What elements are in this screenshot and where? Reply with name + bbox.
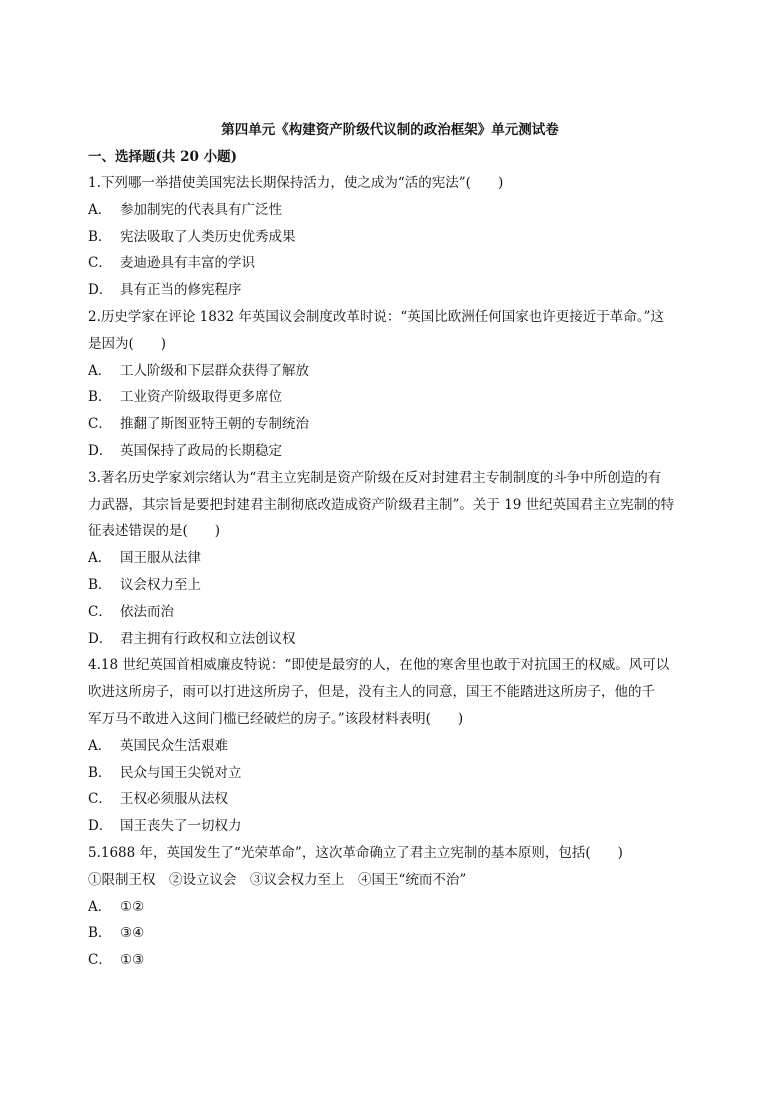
option-text: 具有正当的修宪程序	[120, 282, 242, 299]
question-text-line: 2.历史学家在评论 1832 年英国议会制度改革时说：“英国比欧洲任何国家也许更接近于革命。”这	[88, 308, 664, 325]
option-label: A．	[88, 201, 112, 218]
option-text: 民众与国王尖锐对立	[120, 764, 242, 781]
option-text: 工人阶级和下层群众获得了解放	[120, 362, 309, 379]
option-text: 国王丧失了一切权力	[120, 818, 242, 835]
option-label: C．	[88, 952, 112, 969]
option-label: A．	[88, 362, 112, 379]
option-text: ①②	[120, 898, 145, 915]
answer-option	[88, 277, 698, 304]
question-text-line: 军万马不敢进入这间门槛已经破烂的房子。”该段材料表明( )	[88, 710, 464, 727]
option-label: B．	[88, 389, 112, 406]
answer-option	[88, 358, 698, 385]
answer-option	[88, 411, 698, 438]
question-list	[88, 170, 698, 974]
option-text: 议会权力至上	[120, 576, 201, 593]
question-text-line: 征表述错误的是( )	[88, 523, 221, 540]
option-label: B．	[88, 764, 112, 781]
answer-option	[88, 733, 698, 760]
option-label: D．	[88, 282, 113, 299]
answer-option	[88, 760, 698, 787]
question-text-line: 力武器，其宗旨是要把封建君主制彻底改造成资产阶级君主制”。关于 19 世纪英国君主立宪制的特	[88, 496, 675, 513]
option-text: 君主拥有行政权和立法创议权	[120, 630, 296, 647]
option-label: D．	[88, 818, 113, 835]
option-text: 英国民众生活艰难	[120, 737, 228, 754]
answer-option	[88, 224, 698, 251]
option-text: 推翻了斯图亚特王朝的专制统治	[120, 416, 309, 433]
option-label: B．	[88, 576, 112, 593]
question-text-line: 3.著名历史学家刘宗绪认为“君主立宪制是资产阶级在反对封建君主专制制度的斗争中所创造的有	[88, 469, 662, 486]
option-label: A．	[88, 737, 112, 754]
page-title: 第四单元《构建资产阶级代议制的政治框架》单元测试卷	[221, 122, 559, 138]
option-label: B．	[88, 925, 112, 942]
answer-option	[88, 626, 698, 653]
option-text: 国王服从法律	[120, 550, 201, 567]
option-text: ①③	[120, 952, 145, 969]
option-label: A．	[88, 550, 112, 567]
option-text: 英国保持了政局的长期稳定	[120, 442, 282, 459]
option-label: D．	[88, 630, 113, 647]
answer-option	[88, 438, 698, 465]
option-label: C．	[88, 791, 112, 808]
option-text: ③④	[120, 925, 145, 942]
answer-option	[88, 813, 698, 840]
question-text-line: 4.18 世纪英国首相威廉皮特说：“即使是最穷的人，在他的寒舍里也敢于对抗国王的权威。风可以	[88, 657, 670, 674]
option-text: 王权必须服从法权	[120, 791, 228, 808]
option-text: 宪法吸取了人类历史优秀成果	[120, 228, 296, 245]
option-label: B．	[88, 228, 112, 245]
option-label: D．	[88, 442, 113, 459]
question-text-line: 吹进这所房子，雨可以打进这所房子，但是，没有主人的同意，国王不能踏进这所房子，他的千	[88, 684, 655, 701]
question-text-line: 是因为( )	[88, 335, 167, 352]
answer-option	[88, 599, 698, 626]
answer-option	[88, 384, 698, 411]
option-label: C．	[88, 603, 112, 620]
section-heading: 一、选择题(共 20 小题)	[88, 149, 237, 165]
option-text: 麦迪逊具有丰富的学识	[120, 255, 255, 272]
option-text: 参加制宪的代表具有广泛性	[120, 201, 282, 218]
answer-option	[88, 947, 698, 974]
option-text: 依法而治	[120, 603, 174, 620]
option-label: A．	[88, 898, 112, 915]
question-text-line: ①限制王权 ②设立议会 ③议会权力至上 ④国王“统而不治”	[88, 871, 467, 888]
option-label: C．	[88, 416, 112, 433]
option-label: C．	[88, 255, 112, 272]
answer-option	[88, 197, 698, 224]
answer-option	[88, 572, 698, 599]
question-text-line: 5.1688 年，英国发生了“光荣革命”，这次革命确立了君主立宪制的基本原则，包括( )	[88, 844, 623, 861]
answer-option	[88, 250, 698, 277]
answer-option	[88, 786, 698, 813]
answer-option	[88, 894, 698, 921]
answer-option	[88, 545, 698, 572]
question-text-line: 1.下列哪一举措使美国宪法长期保持活力，使之成为“活的宪法”( )	[88, 175, 504, 191]
option-text: 工业资产阶级取得更多席位	[120, 389, 282, 406]
answer-option	[88, 920, 698, 947]
